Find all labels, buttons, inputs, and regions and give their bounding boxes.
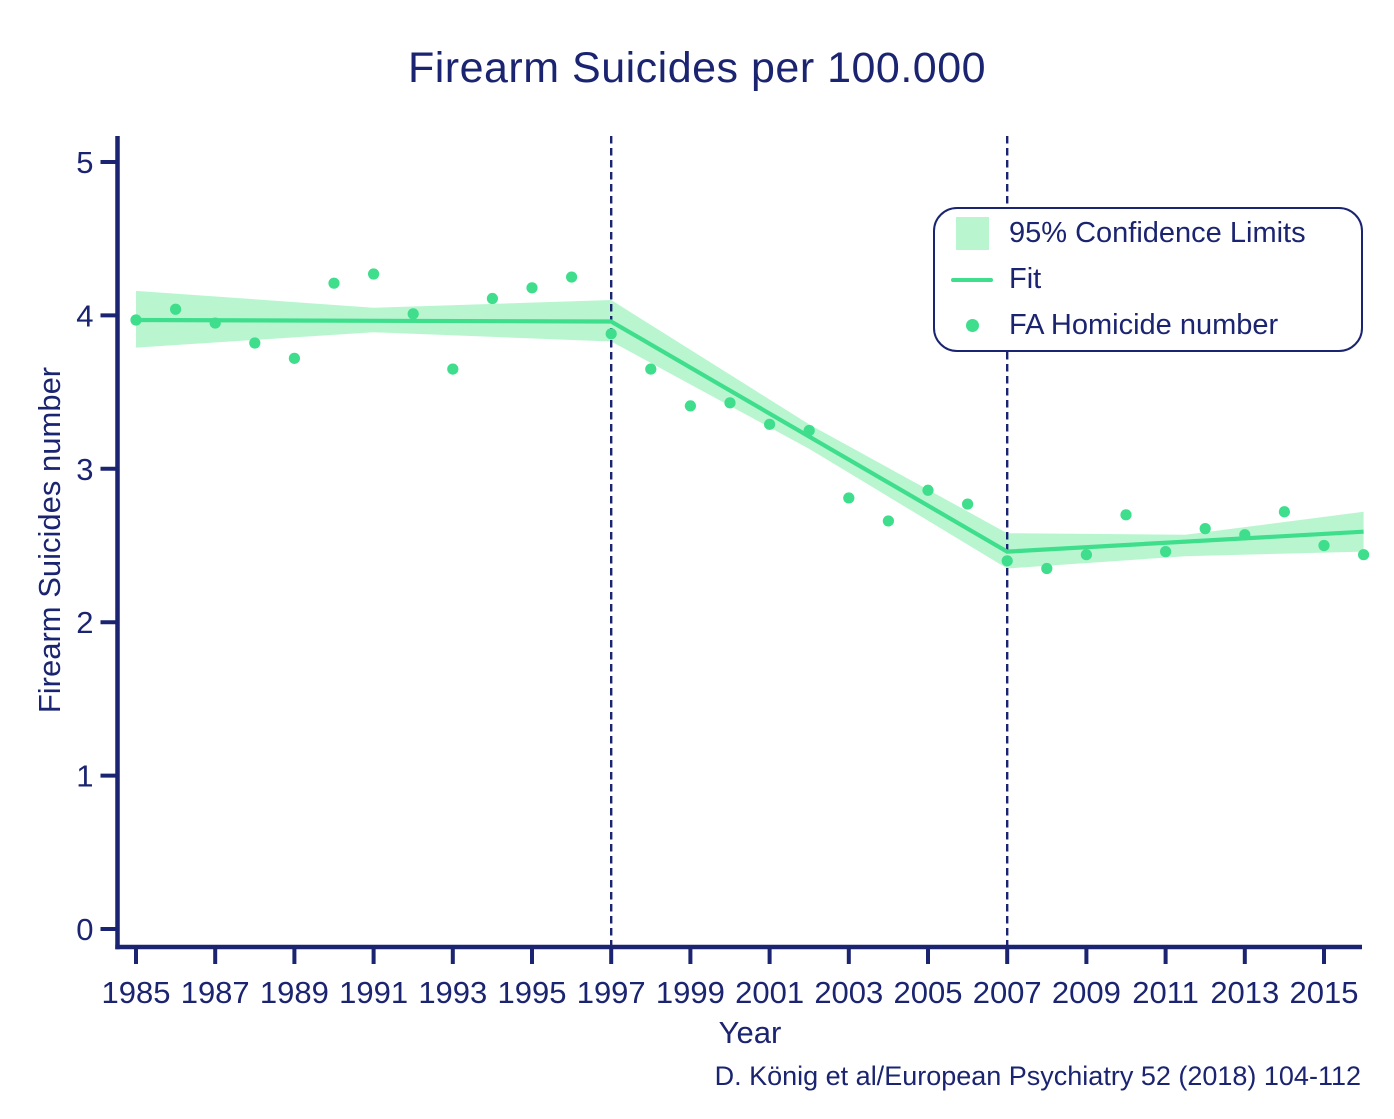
legend-label-fit: Fit <box>1009 263 1042 295</box>
x-tick-label: 2003 <box>814 975 884 1010</box>
x-tick-label: 2007 <box>972 975 1042 1010</box>
legend-label-confidence: 95% Confidence Limits <box>1009 217 1306 249</box>
legend-item-confidence <box>935 216 1361 252</box>
data-point <box>368 268 379 279</box>
legend-item-fit <box>935 262 1361 298</box>
data-point <box>1160 546 1171 557</box>
data-point <box>249 337 260 348</box>
y-tick-label: 3 <box>76 451 94 487</box>
y-tick-label: 5 <box>76 145 94 180</box>
data-point <box>645 363 656 374</box>
data-point <box>1081 549 1092 560</box>
data-point <box>170 304 181 315</box>
confidence-band-swatch <box>956 217 989 250</box>
data-point <box>1318 540 1329 551</box>
y-tick-label: 0 <box>76 912 94 947</box>
x-tick-label: 1997 <box>576 975 646 1010</box>
x-tick-label: 2005 <box>893 975 963 1010</box>
data-point <box>962 498 973 509</box>
data-point <box>408 308 419 319</box>
chart-title: Firearm Suicides per 100.000 <box>407 44 987 92</box>
data-point <box>487 293 498 304</box>
x-axis-label: Year <box>718 1015 782 1050</box>
data-point <box>566 271 577 282</box>
data-point <box>447 363 458 374</box>
y-axis-label: Firearm Suicides number <box>32 366 67 714</box>
citation-text: D. König et al/European Psychiatry 52 (2018) 104-112 <box>714 1061 1361 1091</box>
fit-line-swatch <box>951 278 993 282</box>
data-point <box>1358 549 1369 560</box>
data-point <box>1239 529 1250 540</box>
x-tick-label: 1987 <box>180 975 250 1010</box>
x-tick-label: 2011 <box>1132 975 1199 1010</box>
data-point <box>1200 523 1211 534</box>
x-tick-label: 2009 <box>1051 975 1121 1010</box>
x-tick-label: 1993 <box>418 975 488 1010</box>
x-tick-label: 1999 <box>655 975 725 1010</box>
legend-box <box>933 207 1363 352</box>
y-tick-label: 1 <box>76 758 94 794</box>
data-point <box>685 400 696 411</box>
y-tick-label: 2 <box>76 605 94 641</box>
data-point <box>804 425 815 436</box>
data-point <box>526 282 537 293</box>
legend-label-scatter: FA Homicide number <box>1009 309 1279 341</box>
x-tick-label: 1985 <box>101 975 171 1010</box>
x-tick-label: 2015 <box>1289 975 1359 1010</box>
legend-item-scatter <box>935 308 1361 344</box>
y-tick-label: 4 <box>76 298 94 334</box>
x-tick-label: 2013 <box>1210 975 1280 1010</box>
data-point <box>724 397 735 408</box>
scatter-dot-swatch <box>966 319 979 332</box>
data-point <box>130 314 141 325</box>
data-point <box>1120 509 1131 520</box>
fit-line <box>136 320 1364 552</box>
data-point <box>606 328 617 339</box>
x-tick-label: 2001 <box>735 975 805 1010</box>
data-point <box>922 485 933 496</box>
x-tick-label: 1991 <box>339 975 409 1010</box>
data-point <box>764 419 775 430</box>
data-point <box>210 317 221 328</box>
data-point <box>1279 506 1290 517</box>
data-point <box>883 515 894 526</box>
x-tick-label: 1995 <box>497 975 567 1010</box>
x-tick-label: 1989 <box>259 975 329 1010</box>
data-point <box>1002 555 1013 566</box>
data-point <box>289 353 300 364</box>
data-point <box>843 492 854 503</box>
data-point <box>1041 563 1052 574</box>
data-point <box>328 278 339 289</box>
